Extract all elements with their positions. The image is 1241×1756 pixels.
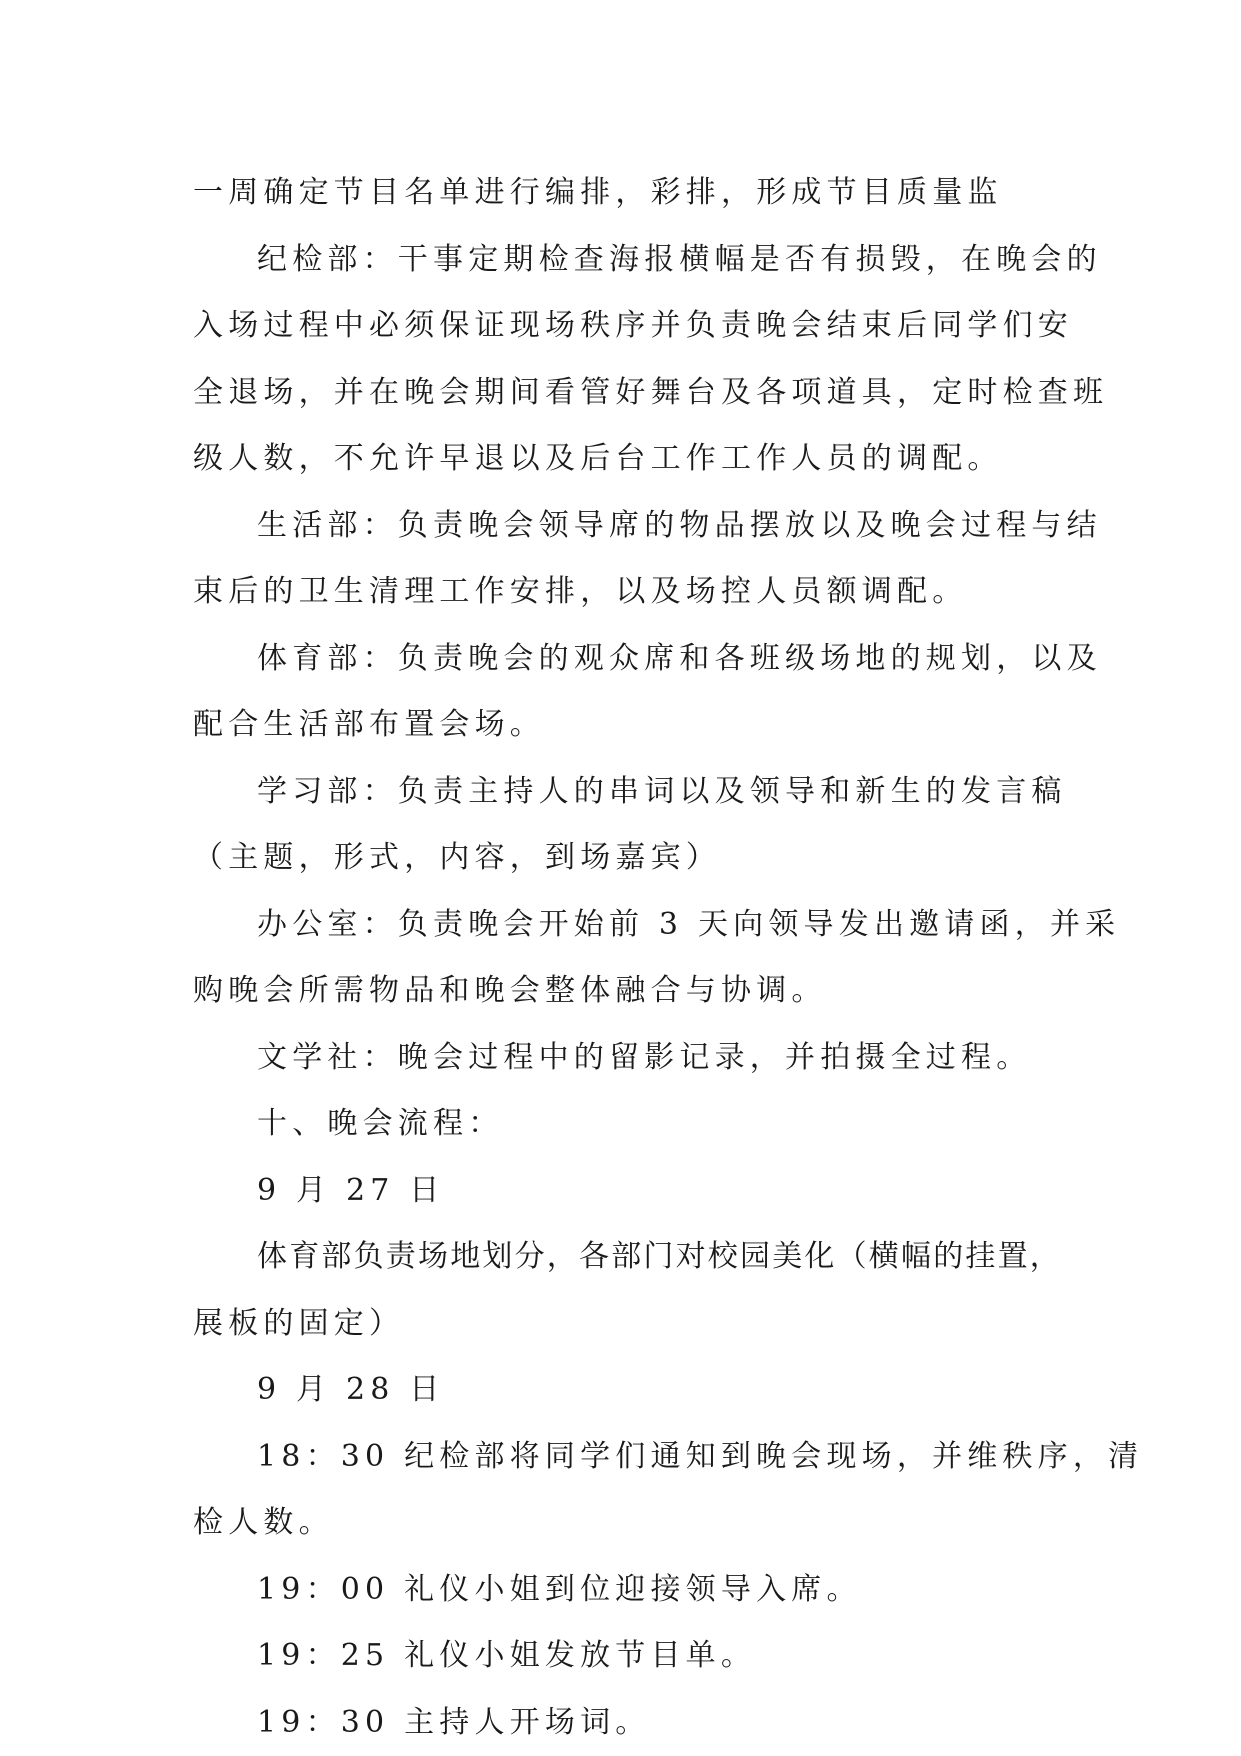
paragraph-line: 生活部：负责晚会领导席的物品摆放以及晚会过程与结 bbox=[193, 493, 1053, 560]
paragraph-line: 购晚会所需物品和晚会整体融合与协调。 bbox=[193, 958, 1053, 1025]
paragraph-line: 办公室：负责晚会开始前 3 天向领导发出邀请函，并采 bbox=[193, 892, 1053, 959]
paragraph-line: 检人数。 bbox=[193, 1490, 1053, 1557]
paragraph-line: 纪检部：干事定期检查海报横幅是否有损毁，在晚会的 bbox=[193, 227, 1053, 294]
paragraph-line: 文学社：晚会过程中的留影记录，并拍摄全过程。 bbox=[193, 1025, 1053, 1092]
paragraph-line: 体育部负责场地划分，各部门对校园美化（横幅的挂置， bbox=[193, 1224, 1053, 1291]
paragraph-line: 入场过程中必须保证现场秩序并负责晚会结束后同学们安 bbox=[193, 293, 1053, 360]
paragraph-line: 学习部：负责主持人的串词以及领导和新生的发言稿 bbox=[193, 759, 1053, 826]
schedule-line: 19：00 礼仪小姐到位迎接领导入席。 bbox=[193, 1557, 1053, 1624]
paragraph-line: 全退场，并在晚会期间看管好舞台及各项道具，定时检查班 bbox=[193, 360, 1053, 427]
paragraph-line: 体育部：负责晚会的观众席和各班级场地的规划，以及 bbox=[193, 626, 1053, 693]
section-heading: 十、晚会流程： bbox=[193, 1091, 1053, 1158]
paragraph-line: 展板的固定） bbox=[193, 1291, 1053, 1358]
document-page bbox=[193, 160, 1053, 1756]
date-line: 9 月 27 日 bbox=[193, 1158, 1053, 1225]
paragraph-line: （主题，形式，内容，到场嘉宾） bbox=[193, 825, 1053, 892]
paragraph-line: 一周确定节目名单进行编排，彩排，形成节目质量监 bbox=[193, 160, 1053, 227]
paragraph-line: 级人数，不允许早退以及后台工作工作人员的调配。 bbox=[193, 426, 1053, 493]
paragraph-line: 束后的卫生清理工作安排，以及场控人员额调配。 bbox=[193, 559, 1053, 626]
date-line: 9 月 28 日 bbox=[193, 1357, 1053, 1424]
schedule-line: 19：30 主持人开场词。 bbox=[193, 1690, 1053, 1756]
schedule-line: 19：25 礼仪小姐发放节目单。 bbox=[193, 1623, 1053, 1690]
schedule-line: 18：30 纪检部将同学们通知到晚会现场，并维秩序，清 bbox=[193, 1424, 1053, 1491]
paragraph-line: 配合生活部布置会场。 bbox=[193, 692, 1053, 759]
